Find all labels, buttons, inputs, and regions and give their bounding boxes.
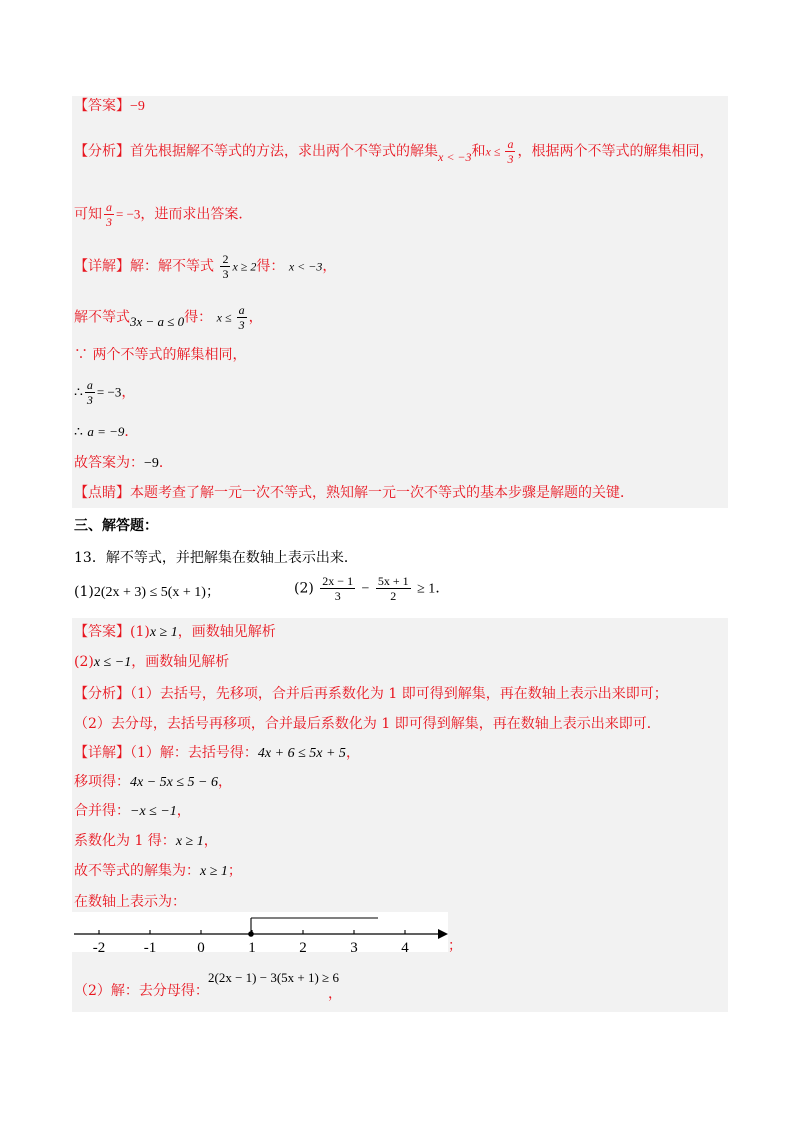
part-2-end: ． (435, 580, 450, 597)
therefore-equation: = −3 (96, 384, 122, 400)
fraction-a-over-3: $\frac{a}{3}$ (106, 200, 112, 229)
solve-comma: ， (248, 309, 263, 326)
detail-line-2 (74, 743, 360, 764)
numerator: 5x + 1 (377, 574, 409, 588)
step-text: （2）解：去分母得： (74, 983, 209, 999)
denominator: 2 (390, 589, 397, 603)
therefore-line-1 (74, 378, 135, 407)
answer-2-label: (2) (74, 654, 94, 670)
analysis-step-1: （1）去括号，先移项，合并后再系数化为 1 即可得到解集，再在数轴上表示出来即可； (130, 686, 668, 702)
question-13: 13．解不等式，并把解集在数轴上表示出来． (74, 550, 358, 566)
analysis-text: 首先根据解不等式的方法，求出两个不等式的解集 (130, 143, 438, 160)
fraction-a-over-3: $\frac{a}{3}$ (86, 378, 93, 407)
therefore-period: ． (124, 424, 139, 440)
comment-line (74, 483, 634, 503)
step-expression: −x ≤ −1 (130, 804, 177, 819)
analysis-line (74, 137, 713, 166)
detail-comma: ， (322, 258, 337, 275)
step-solution (74, 861, 242, 882)
therefore-line-2 (74, 422, 138, 442)
detail-line (74, 252, 336, 281)
detail-expression: 4x + 6 ≤ 5x + 5 (257, 746, 346, 761)
solve-inequality: 3x − a ≤ 0 (130, 313, 185, 329)
tick-label: -1 (143, 940, 157, 956)
solve-text-2: 得： (184, 309, 213, 326)
answer-label: 【答案】 (74, 98, 130, 114)
solve-text: 解不等式 (74, 309, 130, 326)
tick-label: -2 (92, 940, 106, 956)
tick-label: 2 (299, 940, 307, 956)
detail-result: x < −3 (288, 259, 323, 274)
detail-text: 解：解不等式 (130, 258, 214, 275)
answer-2-expression: x ≤ −1 (93, 655, 132, 670)
answer-label: 【答案】 (74, 624, 130, 640)
step-end: ， (218, 774, 233, 790)
step-end: ， (203, 833, 218, 849)
step-end: ， (176, 803, 191, 819)
step-text: 系数化为 1 得： (74, 833, 176, 849)
answer-line-2 (74, 622, 276, 643)
part-2-rest: ≥ 1 (417, 581, 436, 597)
numberline-end: ； (448, 938, 462, 954)
fraction-a-over-3: $\frac{a}{3}$ (238, 303, 245, 332)
step-denominator (74, 981, 209, 1001)
minus-sign: − (361, 581, 370, 597)
solve-result: x ≤ (216, 310, 235, 325)
denominator: 3 (334, 589, 341, 603)
tick-label: 3 (350, 940, 358, 956)
step-text: 故不等式的解集为： (74, 863, 200, 879)
analysis-label: 【分析】 (74, 686, 130, 702)
conclusion-line (74, 200, 252, 229)
tick-label: 1 (248, 940, 256, 956)
fraction-2x-1-over-3 (320, 574, 355, 603)
step-expression: 4x − 5x ≤ 5 − 6 (130, 775, 219, 790)
detail-label: 【详解】 (74, 258, 130, 275)
answer-line (74, 96, 145, 117)
step-expression: x ≥ 1 (200, 864, 228, 879)
part-1-label: (1) (74, 584, 94, 600)
therefore-symbol: ∴ (74, 424, 83, 440)
step-coefficient (74, 831, 218, 852)
analysis-text-2: ，根据两个不等式的解集相同， (517, 143, 714, 160)
question-part-2 (294, 574, 449, 603)
conclusion-text: ，进而求出答案． (140, 206, 253, 223)
part-1-expression: 2(2x + 3) ≤ 5(x + 1) (93, 585, 206, 600)
fraction-5x-1-over-2 (376, 574, 411, 603)
detail-text-2: 得： (256, 258, 285, 275)
analysis-and: 和 (471, 143, 486, 160)
step-end: ， (328, 986, 342, 1002)
numerator: 2x − 1 (322, 574, 354, 588)
answer-1-expression: x ≥ 1 (149, 625, 178, 640)
step-expression: 2(2x − 1) − 3(5x + 1) ≥ 6 (208, 970, 339, 985)
answer-2-text: ，画数轴见解析 (131, 654, 230, 670)
solid-point-at-1 (248, 931, 254, 937)
step-text: 合并得： (74, 803, 130, 819)
comment-label: 【点睛】 (74, 485, 130, 501)
comment-text: 本题考查了解一元一次不等式，熟知解一元一次不等式的基本步骤是解题的关键． (130, 485, 634, 501)
number-line (70, 912, 460, 958)
section-heading: 三、解答题： (74, 518, 158, 534)
final-answer-value: −9 (144, 456, 159, 471)
tick-label: 4 (401, 940, 409, 956)
detail-label: 【详解】 (74, 745, 130, 761)
analysis-inequality-1: x < −3 (438, 149, 472, 164)
step-text: 移项得： (74, 774, 130, 790)
answer-1-text: ，画数轴见解析 (177, 624, 276, 640)
detail-text: （1）解：去括号得： (130, 745, 258, 761)
analysis-line-2 (74, 684, 668, 704)
answer-line-3 (74, 652, 229, 673)
fraction-2-over-3: $\frac{2}{3}$ (222, 252, 229, 281)
solve-line-2 (74, 303, 263, 332)
final-answer-text: 故答案为： (74, 455, 144, 471)
answer-1-label: (1) (130, 624, 150, 640)
answer-value: −9 (130, 99, 145, 114)
part-2-label: (2) (294, 580, 314, 597)
fraction-a-over-3: $\frac{a}{3}$ (507, 137, 514, 166)
conclusion-equation: = −3 (116, 206, 141, 222)
tick-label: 0 (197, 940, 205, 956)
numberline-intro: 在数轴上表示为： (74, 894, 186, 910)
final-answer-line (74, 453, 173, 474)
detail-end: ， (345, 745, 360, 761)
analysis-line-3: （2）去分母，去括号再移项，合并最后系数化为 1 即可得到解集，再在数轴上表示出来即可． (74, 716, 661, 732)
step-combine (74, 801, 191, 822)
because-line: ∵ 两个不等式的解集相同， (74, 347, 247, 363)
part-1-end: ； (205, 584, 220, 600)
question-part-1 (74, 582, 220, 603)
conclusion-prefix: 可知 (74, 206, 102, 223)
step-expression: x ≥ 1 (175, 834, 204, 849)
denominator-expression-line (208, 968, 339, 988)
analysis-label: 【分析】 (74, 143, 130, 160)
therefore-comma: ， (121, 384, 136, 401)
step-end: ； (227, 863, 242, 879)
analysis-inequality-2: x ≤ (485, 144, 504, 159)
detail-inequality: x ≥ 2 (232, 259, 257, 274)
step-move-terms (74, 772, 232, 793)
therefore-equation-2: a = −9 (87, 424, 125, 439)
therefore-symbol: ∴ (74, 384, 83, 401)
final-answer-period: ． (158, 455, 173, 471)
